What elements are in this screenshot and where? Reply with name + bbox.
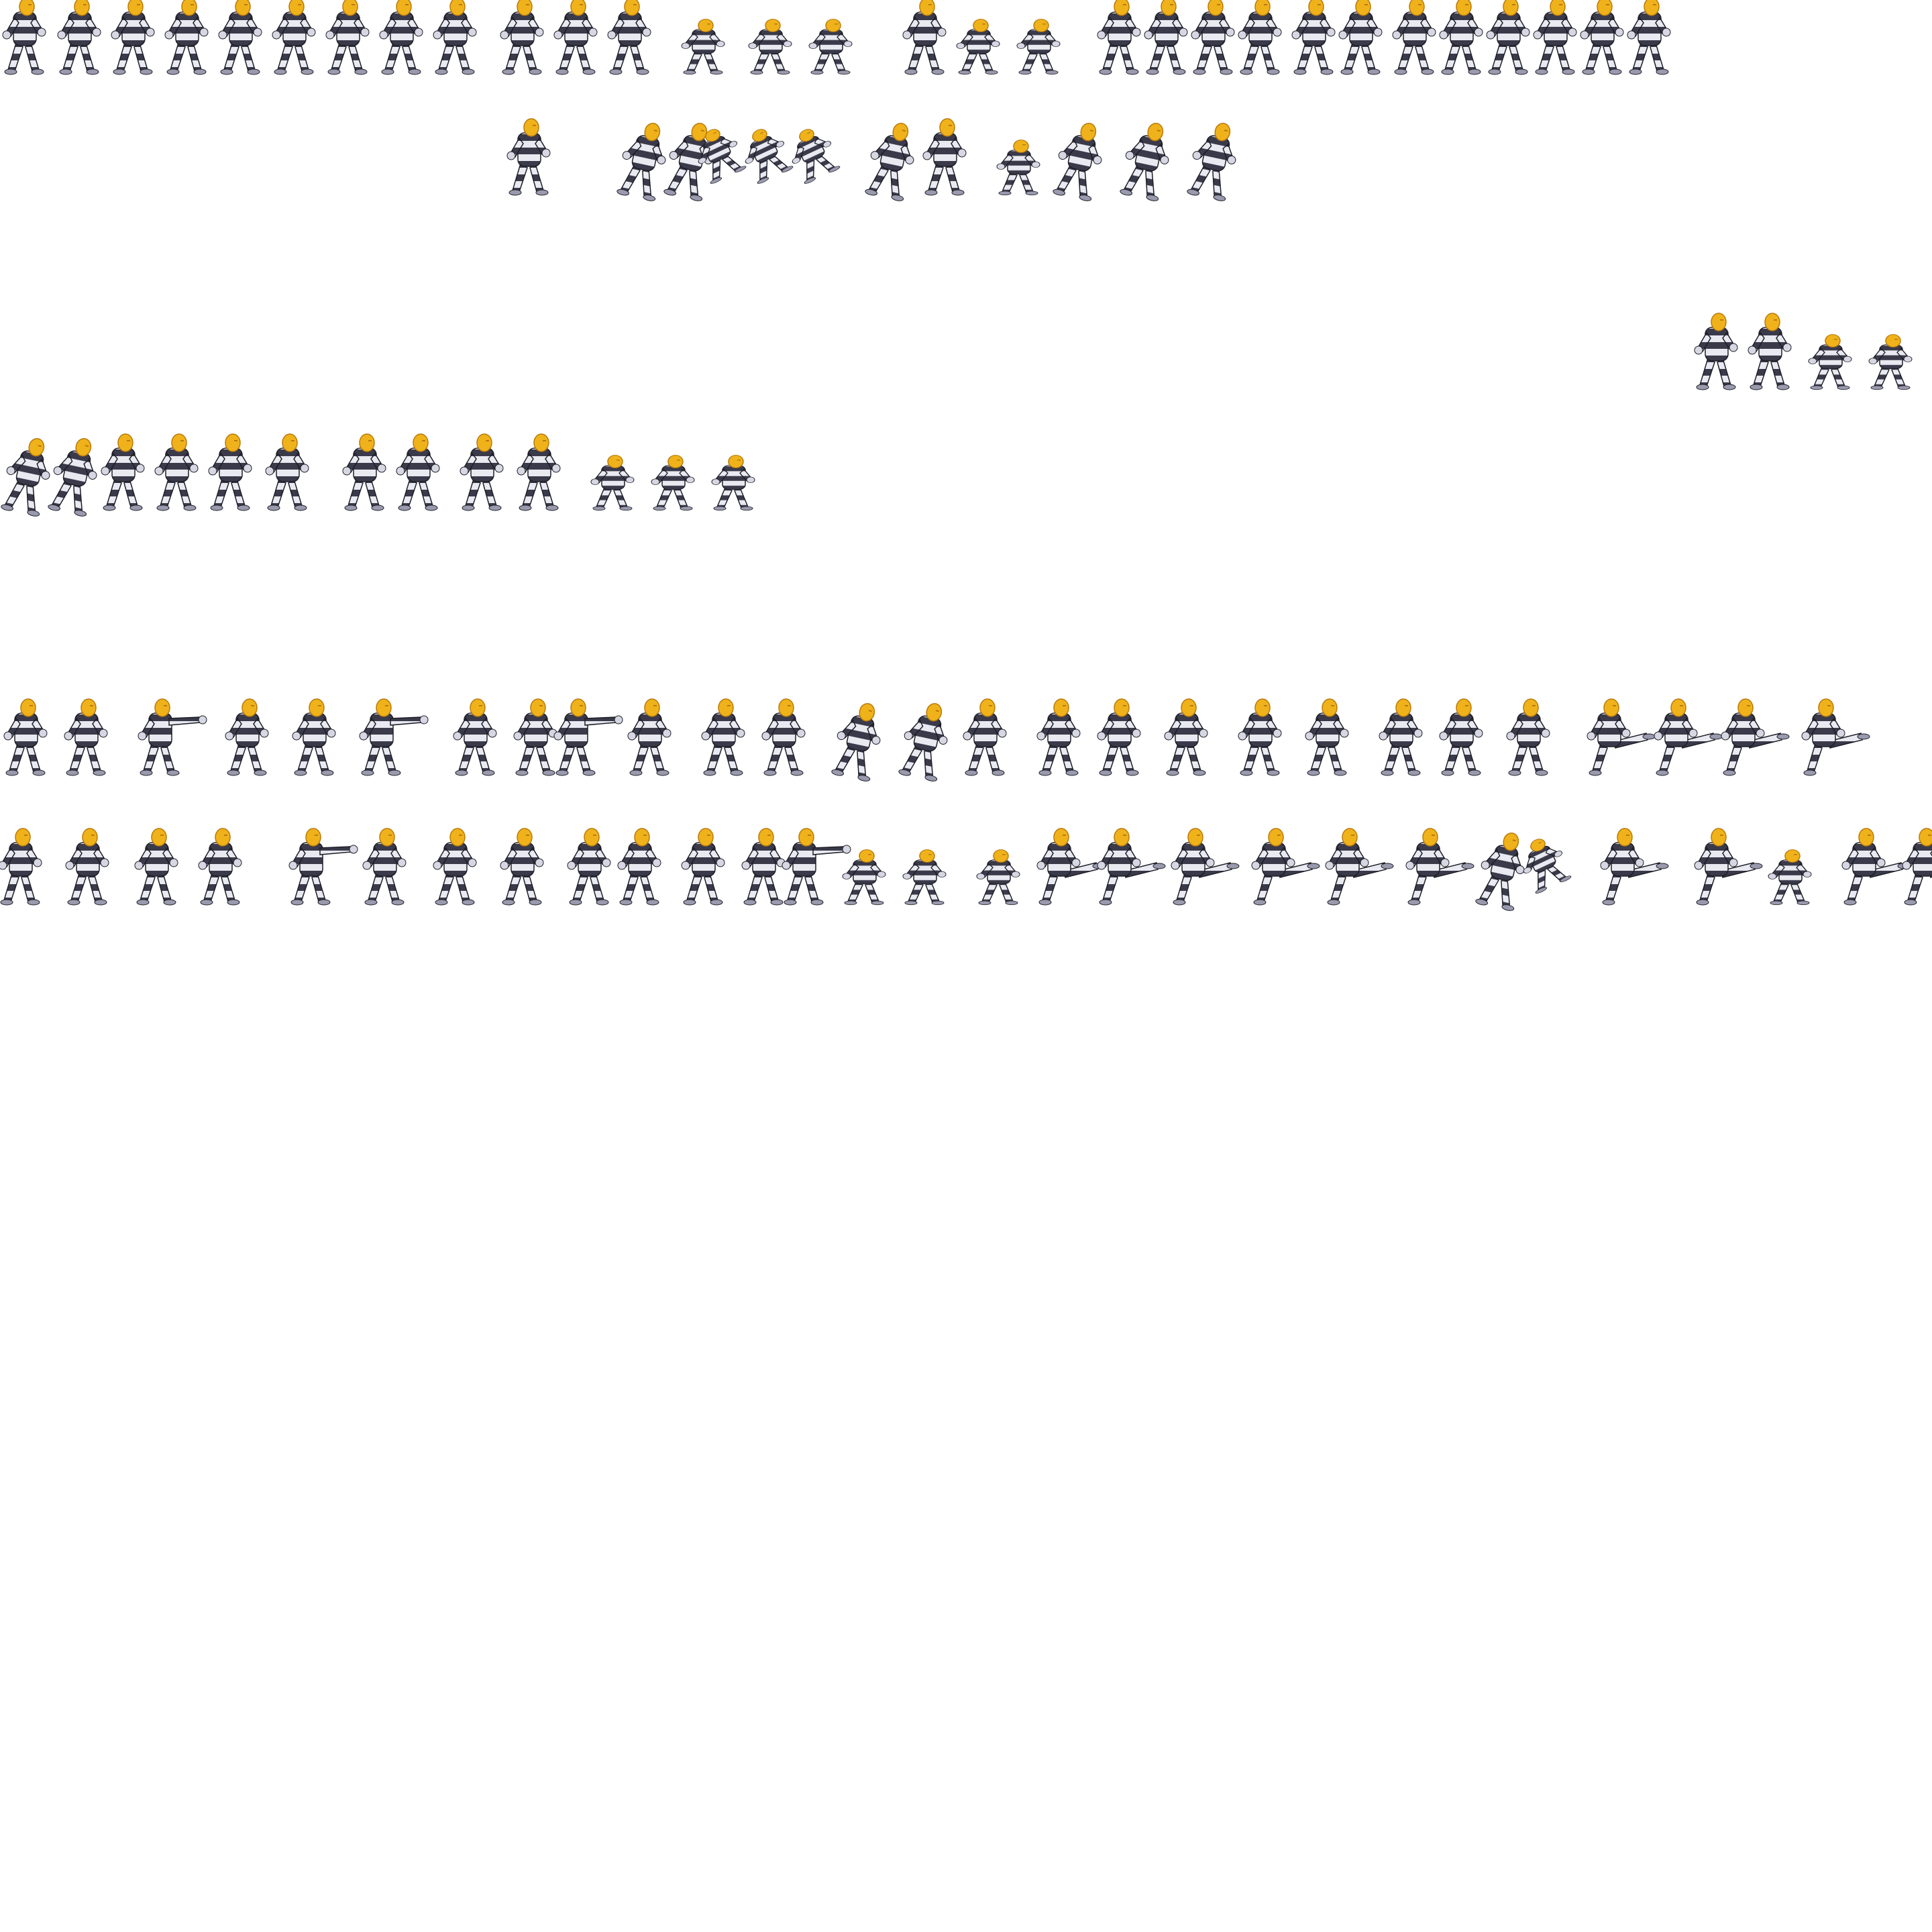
sprite-row-6-17: [1037, 828, 1105, 905]
sprite-row-6-16: [977, 850, 1020, 905]
sprite-row-5-7: [453, 699, 496, 775]
sprite-row-5-3: [138, 699, 207, 775]
sprite-row-5-16: [1037, 699, 1080, 775]
sprite-row-3-3: [1809, 335, 1851, 390]
sprite-row-6-6: [363, 828, 406, 905]
sprite-row-1-11: [554, 0, 597, 74]
sprite-row-5-6: [360, 699, 428, 775]
sprite-row-1-14: [749, 19, 792, 74]
sprite-row-1-21: [1191, 0, 1234, 74]
sprite-row-1-25: [1393, 0, 1436, 74]
sprite-row-5-14: [896, 699, 954, 783]
sprite-row-4-8: [396, 434, 439, 511]
sprite-row-6-28: [1842, 828, 1910, 905]
sprite-row-1-28: [1534, 0, 1576, 74]
sprite-row-4-11: [591, 455, 634, 511]
sprite-row-6-21: [1326, 828, 1393, 905]
sprite-row-5-26: [1721, 699, 1789, 775]
sprite-row-1-15: [809, 19, 852, 74]
sprite-row-4-12: [651, 455, 694, 511]
sprite-row-6-23: [1473, 828, 1531, 912]
sprite-row-5-5: [292, 699, 335, 775]
sprite-row-4-1: [0, 434, 56, 518]
sprite-row-5-15: [963, 699, 1006, 775]
sprite-row-1-8: [380, 0, 423, 74]
sprite-row-6-24: [1513, 832, 1573, 895]
sprite-row-2-10: [1051, 119, 1108, 203]
sprite-row-6-29: [1902, 828, 1932, 905]
sprite-row-2-5: [735, 122, 795, 185]
sprite-row-6-15: [903, 850, 946, 905]
sprite-row-2-2: [614, 119, 672, 203]
sprite-row-1-27: [1487, 0, 1529, 74]
sprite-row-6-2: [66, 828, 109, 905]
sprite-row-6-11: [682, 828, 724, 905]
sprite-row-5-2: [64, 699, 107, 775]
sprite-row-5-19: [1238, 699, 1281, 775]
sprite-row-6-13: [782, 828, 851, 905]
sprite-row-1-18: [1017, 19, 1060, 74]
sprite-row-1-17: [957, 19, 1000, 74]
sprite-row-4-4: [155, 434, 198, 511]
sprite-row-5-20: [1305, 699, 1348, 775]
sprite-row-6-26: [1695, 828, 1762, 905]
sprite-row-1-3: [111, 0, 154, 74]
sprite-row-5-10: [628, 699, 671, 775]
sprite-row-1-29: [1580, 0, 1623, 74]
sprite-row-1-22: [1238, 0, 1281, 74]
sprite-row-5-9: [554, 699, 623, 775]
sprite-row-1-20: [1144, 0, 1187, 74]
sprite-row-1-26: [1440, 0, 1483, 74]
sprite-row-6-22: [1406, 828, 1474, 905]
sprite-row-1-7: [326, 0, 369, 74]
sprite-row-6-3: [135, 828, 178, 905]
sprite-row-1-12: [608, 0, 651, 74]
sprite-row-3-1: [1695, 313, 1737, 390]
sprite-row-1-16: [903, 0, 946, 74]
sprite-row-6-8: [500, 828, 543, 905]
sprite-row-6-9: [568, 828, 610, 905]
sprite-row-5-12: [762, 699, 805, 775]
sprite-row-1-10: [500, 0, 543, 74]
sprite-row-5-13: [829, 699, 887, 783]
sprite-row-2-9: [997, 140, 1040, 195]
sprite-row-5-4: [225, 699, 268, 775]
sprite-row-1-4: [165, 0, 208, 74]
sprite-row-6-1: [0, 828, 42, 905]
sprite-row-2-12: [1185, 119, 1242, 203]
sprite-row-1-19: [1097, 0, 1140, 74]
sprite-row-6-10: [618, 828, 661, 905]
sprite-row-4-13: [712, 455, 755, 511]
sprite-row-1-1: [3, 0, 46, 74]
sprite-row-6-20: [1252, 828, 1320, 905]
sprite-row-2-6: [782, 122, 842, 185]
sprite-row-6-19: [1171, 828, 1239, 905]
sprite-row-1-9: [433, 0, 476, 74]
sprite-row-5-27: [1802, 699, 1870, 775]
sprite-row-5-8: [514, 699, 557, 775]
sprite-row-4-2: [46, 434, 103, 518]
sprite-row-1-24: [1339, 0, 1382, 74]
sprite-row-4-3: [101, 434, 144, 511]
sprite-row-6-27: [1768, 850, 1811, 905]
sprite-row-1-13: [682, 19, 724, 74]
sprite-row-2-8: [923, 119, 966, 195]
sprite-row-5-18: [1165, 699, 1208, 775]
sprite-row-1-30: [1627, 0, 1670, 74]
sprite-row-4-10: [517, 434, 560, 511]
sprite-row-4-5: [209, 434, 252, 511]
sprite-row-6-5: [289, 828, 358, 905]
sprite-row-2-7: [863, 119, 920, 203]
sprite-row-6-18: [1097, 828, 1165, 905]
sprite-row-6-12: [742, 828, 785, 905]
sprite-row-4-6: [266, 434, 309, 511]
sprite-row-5-11: [702, 699, 745, 775]
sprite-row-6-4: [199, 828, 241, 905]
sprite-row-3-2: [1748, 313, 1791, 390]
sprite-row-5-24: [1587, 699, 1655, 775]
sprite-row-4-9: [460, 434, 503, 511]
sprite-row-1-6: [272, 0, 315, 74]
sprite-row-5-1: [4, 699, 47, 775]
sprite-row-1-23: [1292, 0, 1335, 74]
sprite-row-5-21: [1379, 699, 1422, 775]
sprite-row-5-17: [1097, 699, 1140, 775]
sprite-row-5-25: [1654, 699, 1722, 775]
sprite-row-5-23: [1507, 699, 1550, 775]
sprite-row-2-1: [507, 119, 550, 195]
sprite-row-3-4: [1869, 335, 1912, 390]
sprite-row-6-7: [433, 828, 476, 905]
sprite-row-5-22: [1440, 699, 1483, 775]
sprite-row-6-14: [843, 850, 885, 905]
sprite-row-4-7: [343, 434, 386, 511]
sprite-row-1-2: [58, 0, 101, 74]
sprite-row-6-25: [1601, 828, 1668, 905]
sprite-row-1-5: [219, 0, 262, 74]
sprite-row-2-11: [1118, 119, 1175, 203]
